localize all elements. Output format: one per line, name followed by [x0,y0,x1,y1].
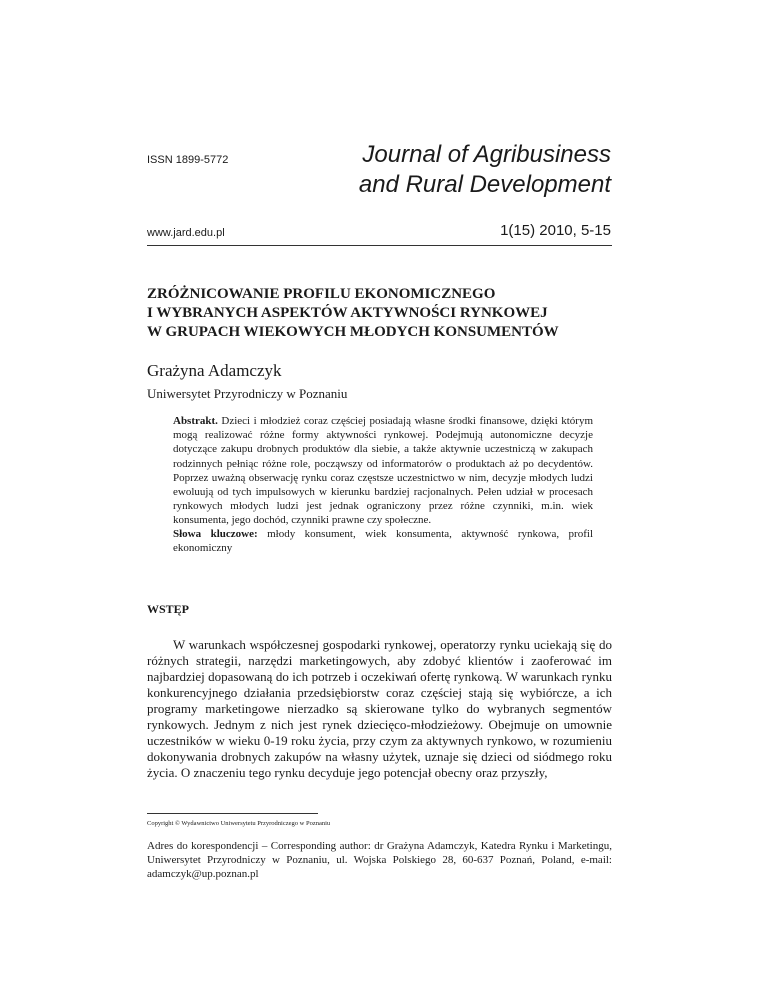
title-line-2: I WYBRANYCH ASPEKTÓW AKTYWNOŚCI RYNKOWEJ [147,305,548,321]
abstract [173,414,593,528]
copyright-note: Copyright © Wydawnictwo Uniwersytetu Przyrodniczego w Poznaniu [147,820,331,827]
author-affiliation: Uniwersytet Przyrodniczy w Poznaniu [147,386,348,401]
keywords-label: Słowa kluczowe: [173,528,258,540]
author-name: Grażyna Adamczyk [147,361,282,380]
keywords-text: młody konsument, wiek konsumenta, aktywność rynkowa, profil ekonomiczny [173,528,593,555]
journal-title [359,140,611,200]
title-line-1: ZRÓŻNICOWANIE PROFILU EKONOMICZNEGO [147,286,496,302]
journal-title-line-1: Journal of Agribusiness [362,141,611,168]
section-heading: WSTĘP [147,602,190,616]
abstract-label: Abstrakt. [173,415,218,427]
issue-pages: 1(15) 2010, 5-15 [500,222,611,239]
correspondence-address: Adres do korespondencji – Corresponding author: dr Grażyna Adamczyk, Katedra Rynku i Marketingu, Uniwersytet Przyrodniczy w Poznaniu, ul. Wojska Polskiego 28, 60-637 Poznań, Poland, e-mail: adamczyk@up.poznan.pl [147,840,612,880]
journal-url: www.jard.edu.pl [147,227,225,239]
issn: ISSN 1899-5772 [147,154,229,166]
article-title [147,285,617,342]
header-divider [147,245,612,246]
journal-title-line-2: and Rural Development [358,171,611,198]
title-line-3: W GRUPACH WIEKOWYCH MŁODYCH KONSUMENTÓW [147,324,559,340]
body-paragraph: W warunkach współczesnej gospodarki rynkowej, operatorzy rynku uciekają się do różnych strategii, narzędzi marketingowych, aby zdobyć klientów i zaoferować im najbardziej dopasowaną do ich potrzeb i oczekiwań ofertę rynkową. W warunkach rynku konkurencyjnego działania przedsiębiorstw coraz częściej stają się wybiórcze, a ich programy marketingowe nierzadko są skierowane tylko do wybranych segmentów rynkowych. Jednym z nich jest rynek dziecięco-młodzieżowy. Obejmuje on umownie uczestników w wieku 0-19 roku życia, przy czym za aktywnych rynkowo, w rozumieniu dokonywania drobnych zakupów na własny użytek, uznaje się dzieci od siódmego roku życia. O znaczeniu tego rynku decyduje jego potencjał obecny oraz przyszły, [147,637,612,780]
abstract-text: Dzieci i młodzież coraz częściej posiadają własne środki finansowe, dzięki którym mogą realizować różne formy aktywności rynkowej. Podejmują autonomiczne decyzje dotyczące zakupu drobnych produktów dla siebie, a także aktywnie uczestniczą w zakupach rodzinnych pełniąc różne role, począwszy od informatorów o produktach aż po decydentów. Poprzez uważną obserwację rynku coraz częstsze uczestnictwo w nim, decyzje młodych ludzi ewoluują od tych impulsowych w kierunku bardziej racjonalnych. Pełen udział w procesach rynkowych młodych ludzi jest jednak ograniczony przez różne czynniki, m.in. wiek konsumenta, jego dochód, czynniki prawne czy społeczne. [173,415,594,527]
footnote-divider [147,813,318,814]
keywords [173,527,593,555]
